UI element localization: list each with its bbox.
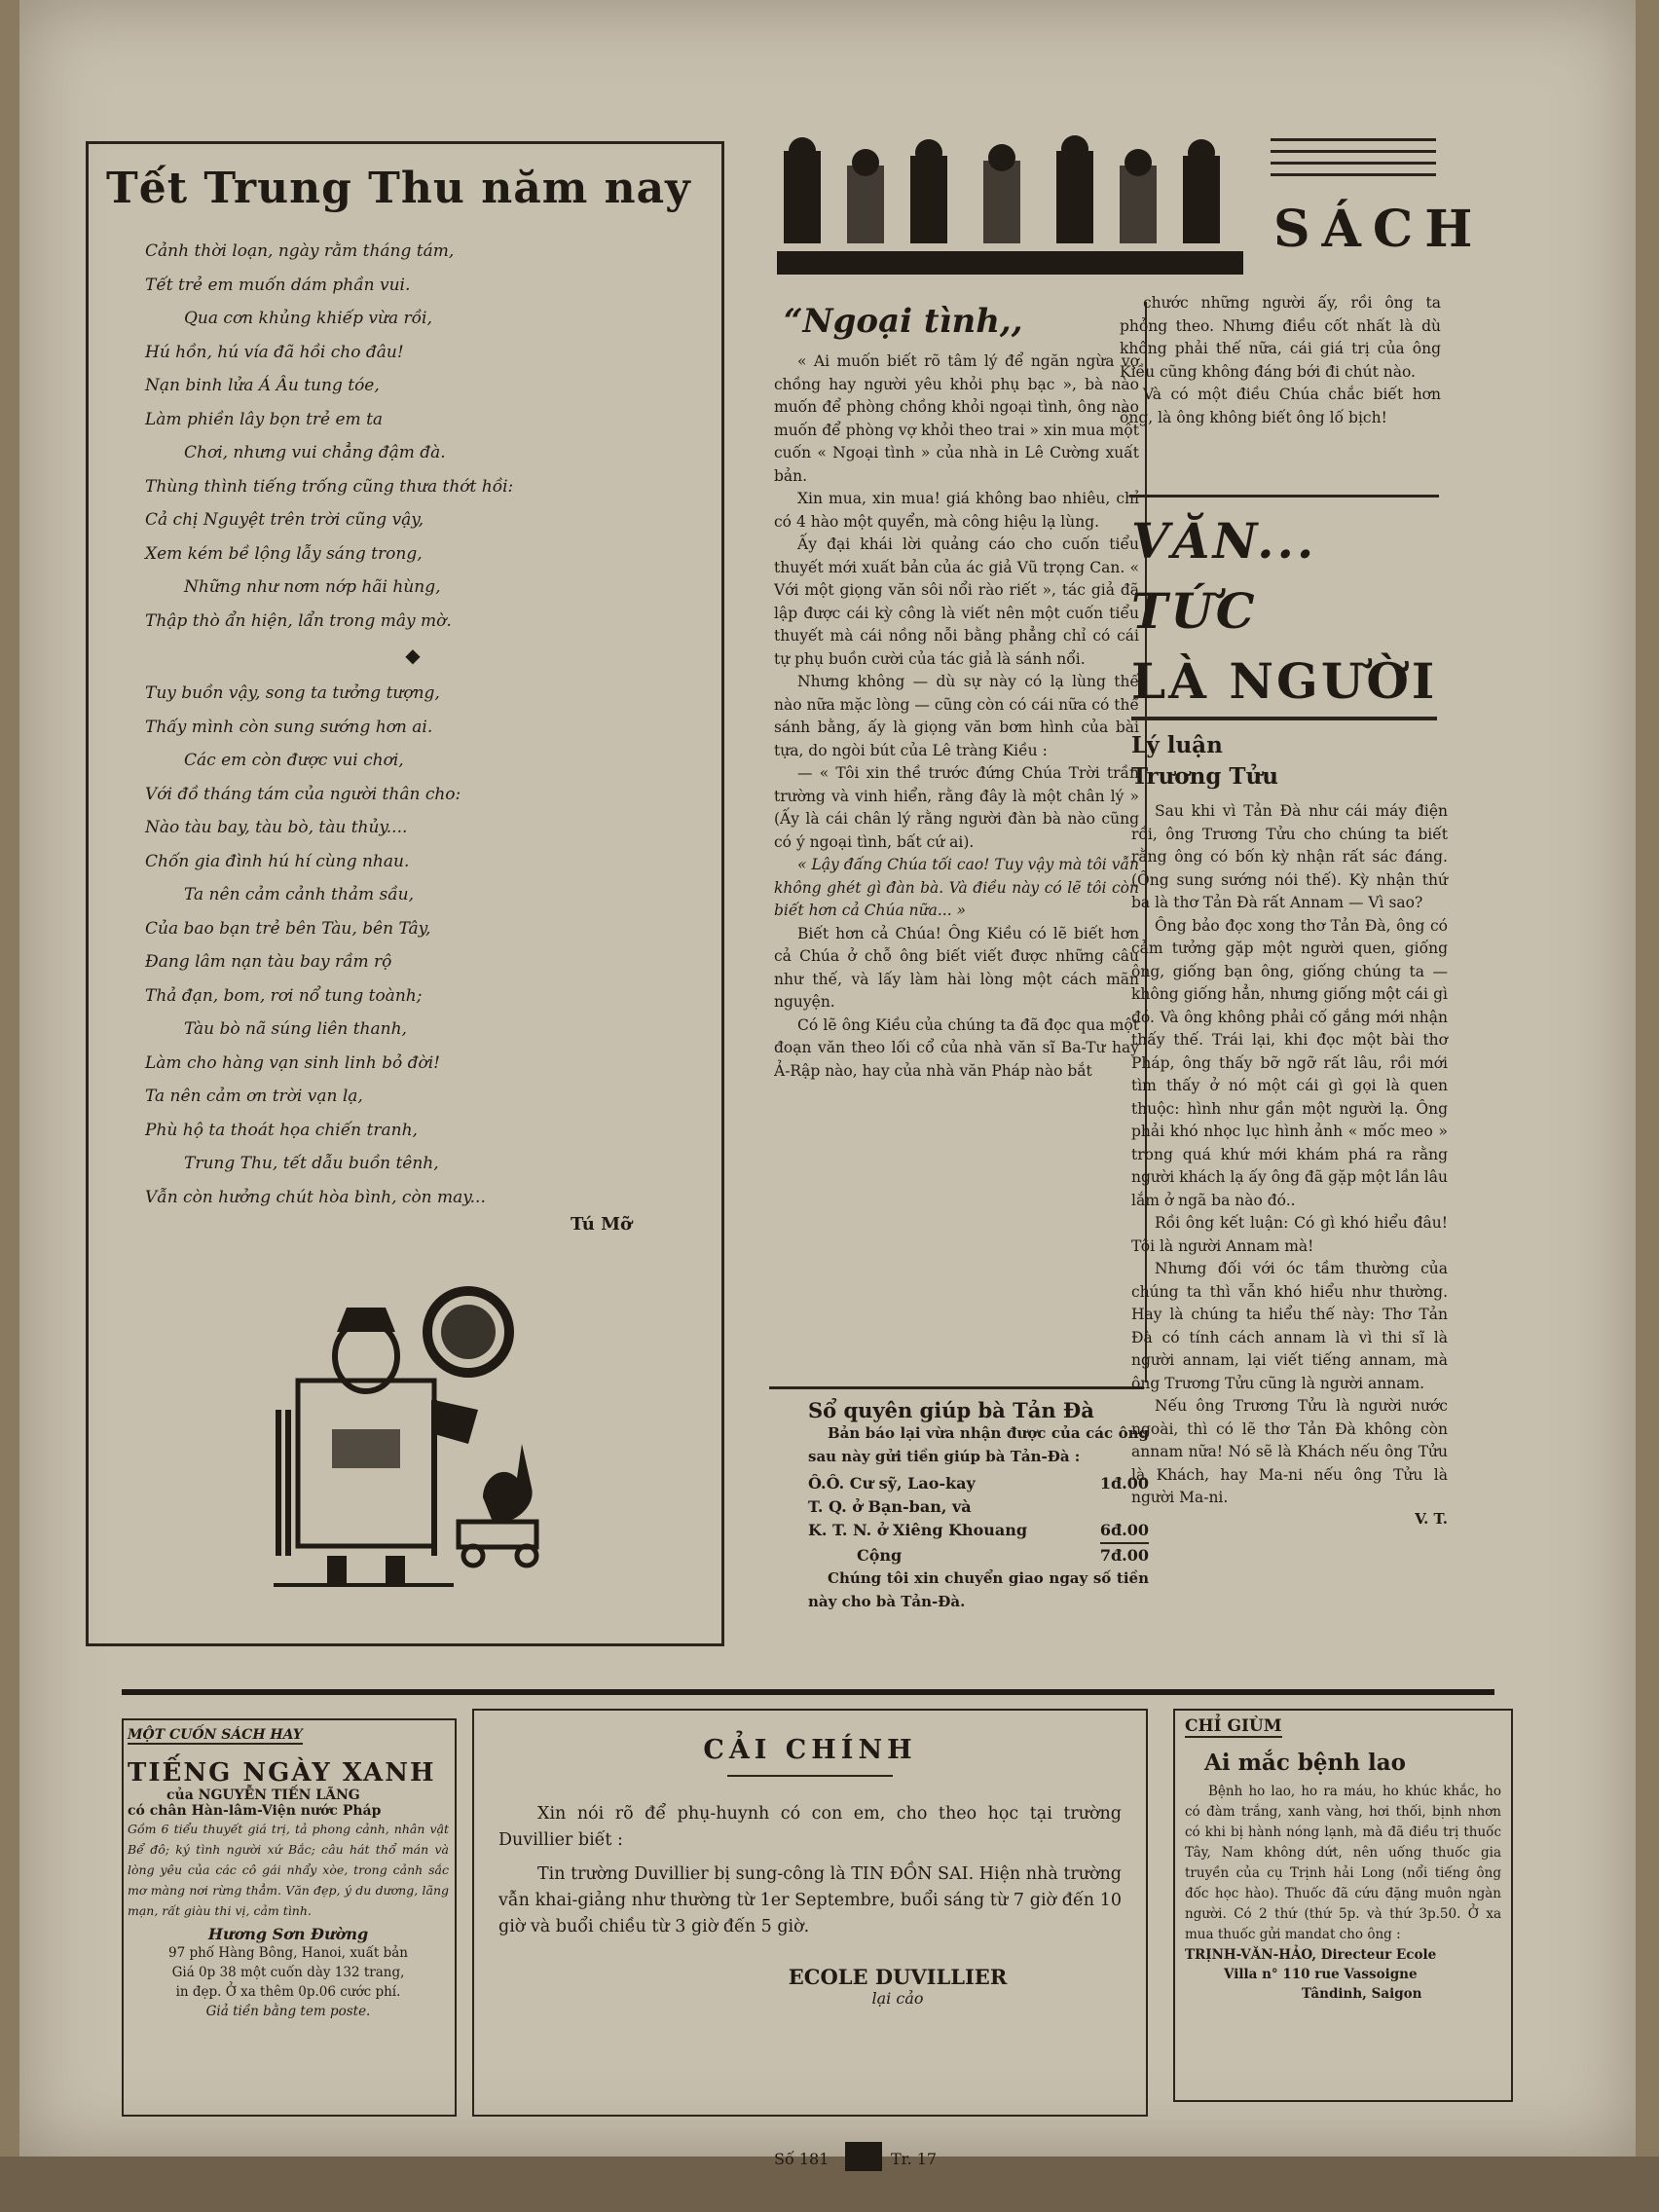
poem-line: Tuy buồn vậy, song ta tưởng tượng, bbox=[145, 683, 440, 703]
scholars-banner-illustration bbox=[774, 131, 1246, 277]
fund-table bbox=[808, 1472, 1149, 1567]
poem-line: Với đồ tháng tám của người thân cho: bbox=[145, 784, 461, 804]
tb-ad-box bbox=[1173, 1709, 1513, 2102]
mid-autumn-illustration bbox=[259, 1264, 551, 1634]
van-tuc-article bbox=[1131, 506, 1448, 1528]
book-ad-label: MỘT CUỐN SÁCH HAY bbox=[128, 1727, 303, 1743]
fund-title: Sổ quyên giúp bà Tản Đà bbox=[808, 1398, 1094, 1422]
poem-stanza-1 bbox=[106, 235, 719, 638]
book-ad-description: Gồm 6 tiểu thuyết giá trị, tả phong cảnh, nhân vật Bể đô; ký tình người xứ Bắc; câu hát thổ mán và lòng yêu của các cô gái nhẩy xòe, trong cảnh sắc mơ màng nơi rừng thẳm. Văn đẹp, ý du dương, lãng mạn, rất giàu thi vị, cảm tình. bbox=[128, 1822, 449, 1918]
poem-line: Thập thò ẩn hiện, lẩn trong mây mờ. bbox=[145, 610, 452, 631]
fund-donor: K. T. N. ở Xiêng Khouang bbox=[808, 1521, 1028, 1539]
fund-donor: Cộng bbox=[857, 1546, 903, 1565]
tb-ad-address-3: Tândinh, Saigon bbox=[1302, 1986, 1422, 2002]
fund-row bbox=[808, 1544, 1149, 1567]
issue-number: Số 181 bbox=[774, 2150, 830, 2168]
correction-signature: ECOLE DUVILLIER bbox=[788, 1965, 1008, 1989]
poem-line: Những như nơm nớp hãi hùng, bbox=[184, 577, 441, 597]
paragraph: Xin mua, xin mua! giá không bao nhiêu, chỉ có 4 hào một quyển, mà công hiệu lạ lùng. bbox=[774, 490, 1139, 531]
book-ad-publisher: Hương Sơn Đường bbox=[207, 1925, 369, 1943]
poem-line: Xem kém bề lộng lẫy sáng trong, bbox=[145, 543, 423, 564]
book-ad-price-3: Giả tiền bằng tem poste. bbox=[205, 2004, 371, 2019]
tb-ad-title: Ai mắc bệnh lao bbox=[1204, 1750, 1406, 1776]
poem-line: Thùng thình tiếng trống cũng thưa thớt hồi: bbox=[145, 476, 514, 497]
fund-row bbox=[808, 1519, 1149, 1544]
poem-line: Vẫn còn hưởng chút hòa bình, còn may... bbox=[145, 1187, 486, 1207]
poem-line: Chốn gia đình hú hí cùng nhau. bbox=[145, 851, 410, 871]
poem-line: Nào tàu bay, tàu bò, tàu thủy.... bbox=[145, 818, 408, 837]
paragraph: — « Tôi xin thề trước đứng Chúa Trời trần trường và vinh hiển, rằng đây là một chân lý » (Ấy là cái chân lý rằng người đàn bà nào cũng có ý ngoại tình, bất cứ ai). bbox=[774, 764, 1139, 851]
book-ad-price-2: in đẹp. Ở xa thêm 0p.06 cước phí. bbox=[175, 1984, 401, 2000]
paragraph: Rồi ông kết luận: Có gì khó hiểu đâu! Tôi là người Annam mà! bbox=[1131, 1214, 1448, 1255]
tb-ad-address-1: TRỊNH-VĂN-HẢO, Directeur Ecole bbox=[1185, 1947, 1437, 1963]
fund-amount: 1đ.00 bbox=[1099, 1474, 1149, 1493]
poem-line: Tết trẻ em muốn dám phần vui. bbox=[145, 275, 411, 295]
poem-title: Tết Trung Thu năm nay bbox=[106, 164, 691, 213]
sach-rule-lines bbox=[1271, 138, 1436, 176]
poem-line: Qua cơn khủng khiếp vừa rồi, bbox=[184, 309, 432, 328]
section-divider bbox=[122, 1689, 1494, 1695]
paragraph: Nếu ông Trương Tửu là người nước ngoài, thì có lẽ thơ Tản Đà không còn annam nữa! Nó sẽ là Khách nếu ông Tửu là Khách, hay Ma-ni nếu ông Tửu là người Ma-ni. bbox=[1131, 1397, 1448, 1506]
poem-line: Thấy mình còn sung sướng hơn ai. bbox=[145, 717, 433, 737]
book-ad-address: 97 phố Hàng Bông, Hanoi, xuất bản bbox=[168, 1945, 408, 1961]
book-ad-price-1: Giá 0p 38 một cuốn dày 132 trang, bbox=[171, 1965, 405, 1980]
book-ad-award: có chân Hàn-lâm-Viện nước Pháp bbox=[128, 1803, 382, 1819]
poem-line: Tàu bò nã súng liên thanh, bbox=[184, 1019, 407, 1039]
fund-row bbox=[808, 1472, 1149, 1495]
fund-donor: T. Q. ở Bạn-ban, và bbox=[808, 1497, 972, 1516]
poem-line: Ta nên cảm cảnh thảm sầu, bbox=[184, 885, 414, 904]
fund-donor: Ô.Ô. Cư sỹ, Lao-kay bbox=[808, 1474, 976, 1493]
poem-line: Trung Thu, tết dẫu buồn tênh, bbox=[184, 1154, 439, 1173]
desk-surface bbox=[0, 2157, 1659, 2212]
ngoai-tinh-body bbox=[774, 350, 1139, 1083]
paragraph: Sau khi vì Tản Đà như cái máy điện rồi, ông Trương Tửu cho chúng ta biết rằng ông có bốn kỳ nhận rất sác đáng. (Ông sung sướng nói thế). Kỳ nhận thứ ba là thơ Tản Đà rất Annam — Vì sao? bbox=[1131, 802, 1448, 911]
magazine-logo bbox=[845, 2142, 882, 2171]
paragraph: Nhưng đối với óc tầm thường của chúng ta thì vẫn khó hiểu như thường. Hay là chúng ta hiểu thế này: Thơ Tản Đà có tính cách annam là vì thi sĩ là người annam, lại viết tiếng annam, mà ông Trương Tửu cũng là người annam. bbox=[1131, 1260, 1448, 1392]
sach-header: SÁCH bbox=[1273, 200, 1485, 259]
van-tuc-author: Trương Tửu bbox=[1131, 763, 1278, 790]
van-tuc-body bbox=[1131, 800, 1448, 1510]
van-tuc-sign: V. T. bbox=[1415, 1509, 1448, 1528]
poem-line: Thả đạn, bom, rơi nổ tung toành; bbox=[145, 985, 423, 1006]
paragraph: « Ai muốn biết rõ tâm lý để ngăn ngừa vợ chồng hay người yêu khỏi phụ bạc », bà nào muốn để phòng chồng khỏi ngoại tình, ông nào muốn để phòng vợ khỏi theo trai » xin mua một cuốn « Ngoại tình » của nhà in Lê Cường xuất bản. bbox=[774, 352, 1139, 485]
fund-box bbox=[808, 1392, 1149, 1613]
tb-ad-label: CHỈ GIÙM bbox=[1185, 1716, 1282, 1736]
book-ad-title: TIẾNG NGÀY XANH bbox=[128, 1758, 436, 1788]
fund-amount: 6đ.00 bbox=[1100, 1519, 1149, 1544]
poem-line: Cả chị Nguyệt trên trời cũng vậy, bbox=[145, 510, 424, 530]
poem-line: Các em còn được vui chơi, bbox=[184, 751, 404, 770]
tb-ad-body: Bệnh ho lao, ho ra máu, ho khúc khắc, ho có đàm trắng, xanh vàng, hơi thối, bịnh nhơn có khi bị hành nóng lạnh, mà đã điều trị thuốc Tây, Nam không dứt, nên uống thuốc gia truyền của cụ Trịnh hải Long (nổi tiếng ông đốc học hào). Thuốc đã cứu đặng muôn ngàn người. Có 2 thứ (thứ 5p. và thứ 3p.50. Ở xa mua thuốc gửi mandat cho ông : bbox=[1185, 1784, 1501, 1942]
paragraph: Có lẽ ông Kiều của chúng ta đã đọc qua một đoạn văn theo lối cổ của nhà văn sĩ Ba-Tư hay Ả-Rập nào, hay của nhà văn Pháp nào bắt bbox=[774, 1015, 1139, 1080]
fund-amount: 7đ.00 bbox=[1099, 1546, 1149, 1565]
poem-line: Đang lâm nạn tàu bay rầm rộ bbox=[145, 952, 392, 972]
poem-line: Phù hộ ta thoát họa chiến tranh, bbox=[145, 1120, 418, 1140]
poem-line: Ta nên cảm ơn trời vạn lạ, bbox=[145, 1087, 363, 1106]
poem-line: Hú hồn, hú vía đã hồi cho đâu! bbox=[145, 342, 404, 362]
paragraph: chước những người ấy, rồi ông ta phỏng theo. Nhưng điều cốt nhất là dù không phải thế nữa, cái giá trị của ông Kiều cũng không đáng bới đi chút nào. bbox=[1120, 294, 1441, 381]
right-col-rule bbox=[1129, 495, 1439, 498]
correction-title: CẢI CHÍNH bbox=[703, 1735, 917, 1765]
fund-intro: Bản báo lại vừa nhận được của các ông sau này gửi tiền giúp bà Tản-Đà : bbox=[808, 1424, 1149, 1465]
ngoai-tinh-continued bbox=[1120, 292, 1441, 429]
paragraph: Nhưng không — dù sự này có lạ lùng thế nào nữa mặc lòng — cũng còn có cái nữa có thể sánh bằng, ấy là giọng văn bơm hình của bài tựa, do ngòi bút của Lê tràng Kiều : bbox=[774, 673, 1139, 759]
correction-para-1: Xin nói rõ để phụ-huynh có con em, cho theo học tại trường Duvillier biết : bbox=[498, 1804, 1122, 1850]
poem-line: Làm phiền lây bọn trẻ em ta bbox=[145, 409, 384, 429]
book-ad-box bbox=[122, 1718, 457, 2117]
poem-box bbox=[86, 141, 724, 1646]
paragraph: Ấy đại khái lời quảng cáo cho cuốn tiểu thuyết mới xuất bản của ác giả Vũ trọng Can. « Với một giọng văn sôi nổi rào riết », tác giả đã lập được cái kỳ công là viết nên một cuốn tiểu thuyết mà cái nồng nỗi bằng phẳng chỉ có cái tự phụ buồn cười của tác giả là sánh nổi. bbox=[774, 535, 1139, 668]
ngoai-tinh-title: “Ngoại tình,, bbox=[784, 302, 1023, 341]
tb-ad-address-2: Villa n° 110 rue Vassoigne bbox=[1224, 1967, 1418, 1982]
correction-para-2: Tin trường Duvillier bị sung-công là TIN ĐỒN SAI. Hiện nhà trường vẫn khai-giảng như thường từ 1er Septembre, buổi sáng từ 7 giờ đến 10 giờ và buổi chiều từ 3 giờ đến 5 giờ. bbox=[498, 1864, 1122, 1936]
poem-stanza-2 bbox=[106, 677, 719, 1214]
van-tuc-title-1: VĂN... TỨC bbox=[1131, 512, 1317, 640]
fund-row bbox=[808, 1495, 1149, 1519]
page-number: Tr. 17 bbox=[891, 2150, 938, 2168]
ngoai-tinh-article bbox=[774, 302, 1139, 1083]
poem-line: Của bao bạn trẻ bên Tàu, bên Tây, bbox=[145, 918, 431, 939]
poem-separator: ◆ bbox=[405, 644, 421, 667]
poem-line: Cảnh thời loạn, ngày rằm tháng tám, bbox=[145, 241, 455, 261]
poem-author: Tú Mỡ bbox=[570, 1214, 632, 1235]
fund-closing: Chúng tôi xin chuyển giao ngay số tiền này cho bà Tản-Đà. bbox=[808, 1569, 1149, 1610]
poem-line: Làm cho hàng vạn sinh linh bỏ đời! bbox=[145, 1052, 441, 1073]
paragraph: « Lậy đấng Chúa tối cao! Tuy vậy mà tôi vẫn không ghét gì đàn bà. Và điều này có lẽ tôi còn biết hơn cả Chúa nữa... » bbox=[774, 856, 1139, 919]
poem-line: Chơi, nhưng vui chẳng đậm đà. bbox=[184, 443, 446, 462]
paragraph: Và có một điều Chúa chắc biết hơn ông, là ông không biết ông lố bịch! bbox=[1120, 386, 1441, 426]
paragraph: Ông bảo đọc xong thơ Tản Đà, ông có cảm tưởng gặp một người quen, giống ông, giống bạn ông, giống chúng ta — không giống hẳn, nhưng giống một cái gì đó. Và ông không phải cố gắng mới nhận thấy thế. Trái lại, khi đọc một bài thơ Pháp, ông thấy bỡ ngỡ rất lâu, rồi mới tìm thấy ở nó một cái gì gọi là quen thuộc: hình như gần một người lạ. Ông phải khó nhọc lục hình ảnh « mốc meo » trong quá khứ mới khám phá ra rằng người khách lạ ấy ông đã gặp một lần lâu lắm ở ngã ba nào đó.. bbox=[1131, 916, 1448, 1209]
book-ad-author: của NGUYỄN TIẾN LÃNG bbox=[166, 1788, 360, 1803]
correction-signature-note: lại cảo bbox=[871, 1989, 924, 2008]
van-tuc-sub-1: Lý luận bbox=[1131, 732, 1223, 758]
van-tuc-title-2: LÀ NGƯỜI bbox=[1131, 646, 1437, 720]
paragraph: Biết hơn cả Chúa! Ông Kiều có lẽ biết hơn cả Chúa ở chỗ ông biết viết được những câu như thế, và lấy làm hài lòng một cách mãn nguyện. bbox=[774, 924, 1139, 1011]
correction-box bbox=[472, 1709, 1148, 2117]
poem-line: Nạn binh lửa Á Âu tung tóe, bbox=[145, 376, 380, 395]
